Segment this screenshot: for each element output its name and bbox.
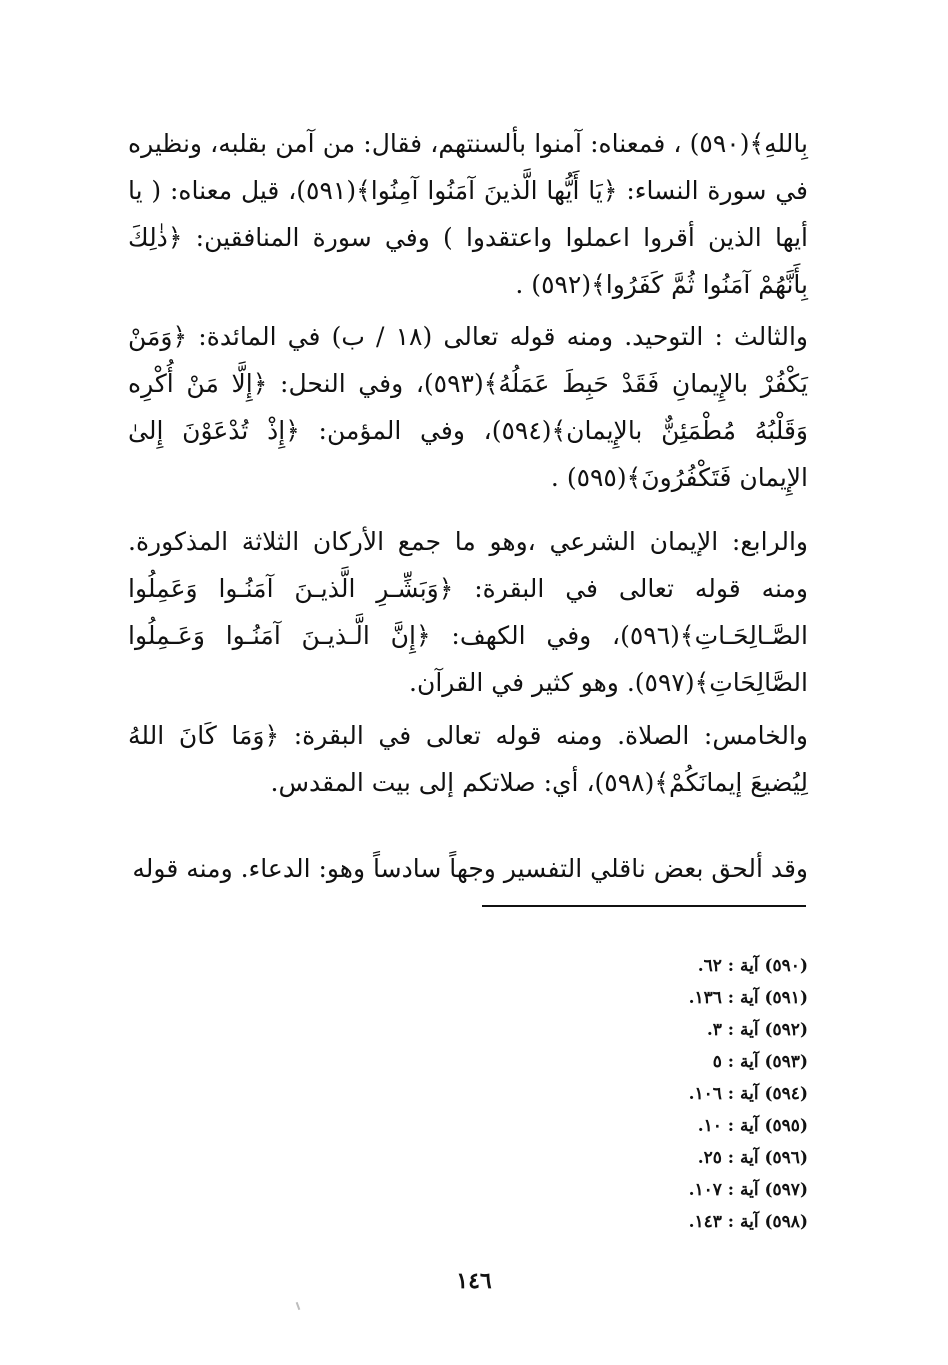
- footnote-separator: [482, 905, 806, 907]
- paragraph-2: [128, 313, 808, 501]
- footnote-596: (٥٩٦) آية : ٢٥.: [697, 1148, 808, 1168]
- paragraph-1: [128, 120, 808, 308]
- footnote-595: (٥٩٥) آية : ١٠.: [697, 1116, 808, 1136]
- scan-speck: [296, 1302, 301, 1310]
- page-number: ١٤٦: [456, 1268, 492, 1294]
- footnote-594: (٥٩٤) آية : ١٠٦.: [688, 1084, 808, 1104]
- paragraph-3-text: والرابع: الإيمان الشرعي ،وهو ما جمع الأركان الثلاثة المذكورة. ومنه قوله تعالى في البقرة: ﴿وَبَشِّـرِ الَّذيـنَ آمَنُـوا وَعَمِلُوا الصَّـالِحَـاتِ﴾(٥٩٦)، وفي الكهف: ﴿إِنَّ الَّـذيـنَ آمَنُـوا وَعَـمِلُوا الصَّالِحَاتِ﴾(٥٩٧). وهو كثير في القرآن.: [128, 527, 808, 697]
- footnote-592: (٥٩٢) آية : ٣.: [706, 1020, 808, 1040]
- paragraph-5-text: وقد ألحق بعض ناقلي التفسير وجهاً سادساً وهو: الدعاء. ومنه قوله: [132, 854, 808, 883]
- footnote-593: (٥٩٣) آية : ٥: [712, 1052, 808, 1072]
- paragraph-3: [128, 518, 808, 706]
- footnote-598: (٥٩٨) آية : ١٤٣.: [688, 1212, 808, 1232]
- paragraph-4: [128, 712, 808, 806]
- paragraph-2-text: والثالث : التوحيد. ومنه قوله تعالى (١٨ / ب) في المائدة: ﴿وَمَنْ يَكْفُرْ بالإِيمانِ فَقَدْ حَبِطَ عَمَلُهُ﴾(٥٩٣)، وفي النحل: ﴿إِلَّا مَنْ أُكْرِه وَقَلْبُهُ مُطْمَئِنٌّ بالإِيمان﴾(٥٩٤)، وفي المؤمن: ﴿إِذْ تُدْعَوْنَ إِلىٰ الإِيمان فَتَكْفُرُونَ﴾(٥٩٥) .: [128, 322, 809, 492]
- paragraph-1-text: بِاللهِ﴾(٥٩٠) ، فمعناه: آمنوا بألسنتهم، فقال: من آمن بقلبه، ونظيره في سورة النساء: ﴿يَا أَيُّها الَّذينَ آمَنُوا آمِنُوا﴾(٥٩١)، قيل معناه: ( يا أيها الذين أقروا اعملوا واعتقدوا ) وفي سورة المنافقين: ﴿ذٰلِكَ بِأَنَّهُمْ آمَنُوا ثُمَّ كَفَرُوا﴾(٥٩٢) .: [128, 129, 809, 299]
- footnote-590: (٥٩٠) آية : ٦٢.: [697, 956, 808, 976]
- paragraph-4-text: والخامس: الصلاة. ومنه قوله تعالى في البقرة: ﴿وَمَا كَانَ اللهُ لِيُضيعَ إيمانَكُمْ﴾(٥٩٨)، أي: صلاتكم إلى بيت المقدس.: [128, 721, 808, 797]
- footnote-597: (٥٩٧) آية : ١٠٧.: [688, 1180, 808, 1200]
- paragraph-5: [128, 845, 808, 892]
- footnote-591: (٥٩١) آية : ١٣٦.: [688, 988, 808, 1008]
- footnotes-list: [560, 950, 808, 1238]
